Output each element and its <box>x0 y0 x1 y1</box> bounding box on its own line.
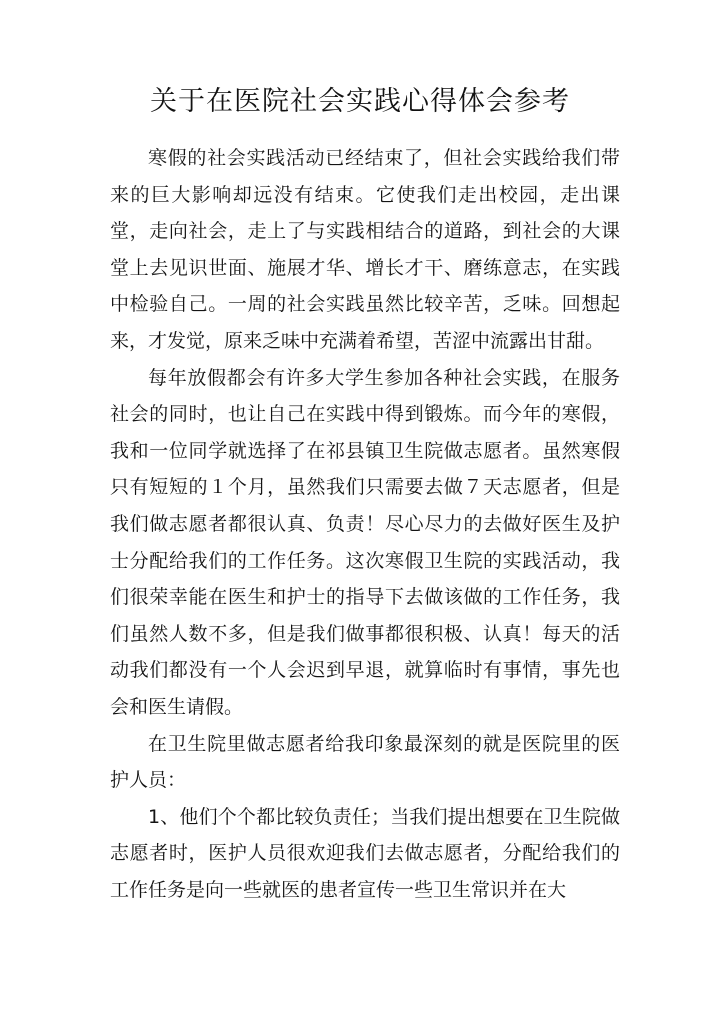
document-title: 关于在医院社会实践心得体会参考 <box>150 86 570 117</box>
document-body <box>110 140 620 908</box>
paragraph-2: 每年放假都会有许多大学生参加各种社会实践，在服务社会的同时，也让自己在实践中得到锻炼。而今年的寒假，我和一位同学就选择了在祁县镇卫生院做志愿者。虽然寒假只有短短的１个月，虽然我们只需要去做７天志愿者，但是我们做志愿者都很认真、负责！尽心尽力的去做好医生及护士分配给我们的工作任务。这次寒假卫生院的实践活动，我们很荣幸能在医生和护士的指导下去做该做的工作任务，我们虽然人数不多，但是我们做事都很积极、认真！每天的活动我们都没有一个人会迟到早退，就算临时有事情，事先也会和医生请假。 <box>110 366 620 718</box>
paragraph-1: 寒假的社会实践活动已经结束了，但社会实践给我们带来的巨大影响却远没有结束。它使我们走出校园，走出课堂，走向社会，走上了与实践相结合的道路，到社会的大课堂上去见识世面、施展才华、增长才干、磨练意志，在实践中检验自己。一周的社会实践虽然比较辛苦，乏味。回想起来，才发觉，原来乏味中充满着希望，苦涩中流露出甘甜。 <box>110 147 620 352</box>
paragraph-4: 1、他们个个都比较负责任；当我们提出想要在卫生院做志愿者时，医护人员很欢迎我们去做志愿者，分配给我们的工作任务是向一些就医的患者宣传一些卫生常识并在大 <box>110 805 620 901</box>
paragraph-3: 在卫生院里做志愿者给我印象最深刻的就是医院里的医护人员： <box>110 732 620 792</box>
